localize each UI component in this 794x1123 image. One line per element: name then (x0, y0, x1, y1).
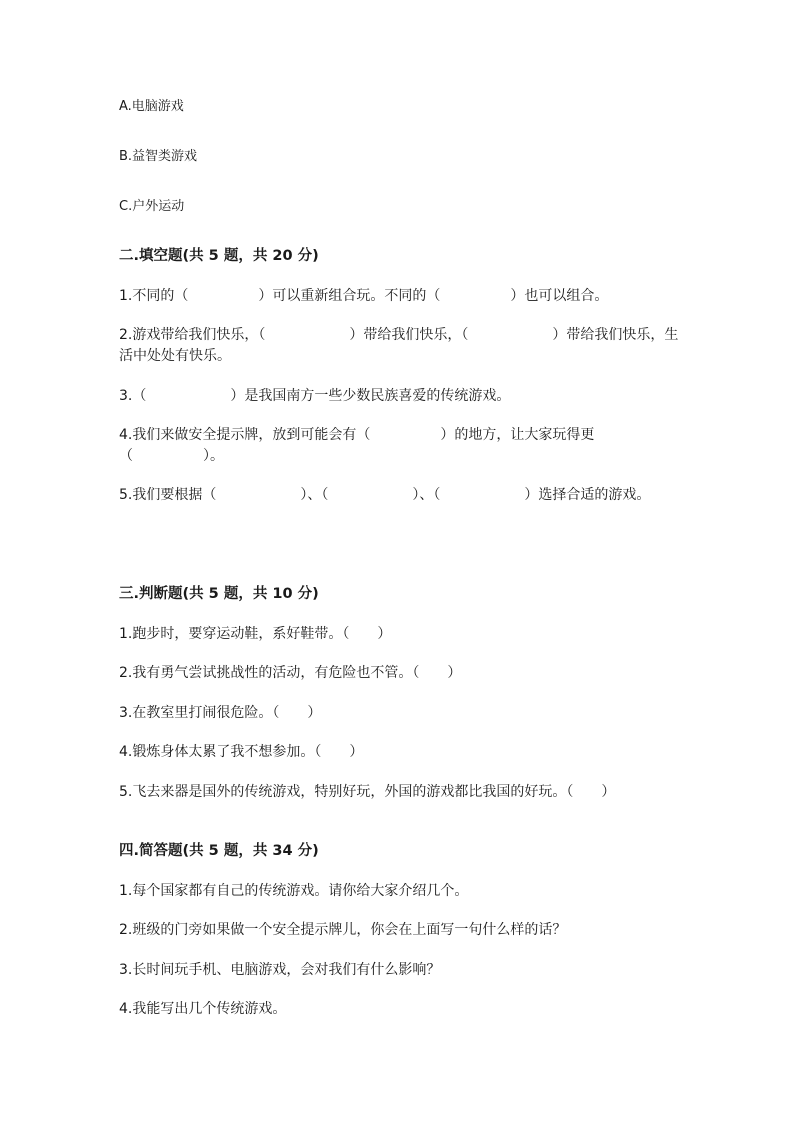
section-heading-short-answer: 四.简答题(共 5 题，共 34 分) (119, 843, 319, 859)
option-c: C.户外运动 (119, 199, 185, 214)
fill-blank-question-1: 1.不同的（ ）可以重新组合玩。不同的（ ）也可以组合。 (119, 288, 609, 304)
fill-blank-question-5: 5.我们要根据（ ）、（ ）、（ ）选择合适的游戏。 (119, 487, 651, 503)
fill-blank-question-2: 2.游戏带给我们快乐，（ ）带给我们快乐，（ ）带给我们快乐，生活中处处有快乐。 (119, 327, 679, 364)
section-heading-true-false: 三.判断题(共 5 题，共 10 分) (119, 586, 319, 602)
true-false-question-1: 1.跑步时，要穿运动鞋，系好鞋带。（ ） (119, 626, 392, 642)
fill-blank-question-4: 4.我们来做安全提示牌，放到可能会有（ ）的地方，让大家玩得更（ ）。 (119, 427, 595, 464)
option-b: B.益智类游戏 (119, 149, 198, 164)
short-answer-question-2: 2.班级的门旁如果做一个安全提示牌儿，你会在上面写一句什么样的话？ (119, 922, 567, 938)
short-answer-question-1: 1.每个国家都有自己的传统游戏。请你给大家介绍几个。 (119, 883, 469, 899)
true-false-question-2: 2.我有勇气尝试挑战性的活动，有危险也不管。（ ） (119, 665, 462, 681)
short-answer-question-4: 4.我能写出几个传统游戏。 (119, 1001, 287, 1017)
true-false-question-4: 4.锻炼身体太累了我不想参加。（ ） (119, 744, 364, 760)
true-false-question-5: 5.飞去来器是国外的传统游戏，特别好玩，外国的游戏都比我国的好玩。（ ） (119, 784, 616, 800)
fill-blank-question-3: 3.（ ）是我国南方一些少数民族喜爱的传统游戏。 (119, 388, 511, 404)
short-answer-question-3: 3.长时间玩手机、电脑游戏，会对我们有什么影响？ (119, 962, 441, 978)
true-false-question-3: 3.在教室里打闹很危险。（ ） (119, 705, 322, 721)
option-a: A.电脑游戏 (119, 99, 184, 114)
section-heading-fill-blank: 二.填空题(共 5 题，共 20 分) (119, 248, 319, 264)
